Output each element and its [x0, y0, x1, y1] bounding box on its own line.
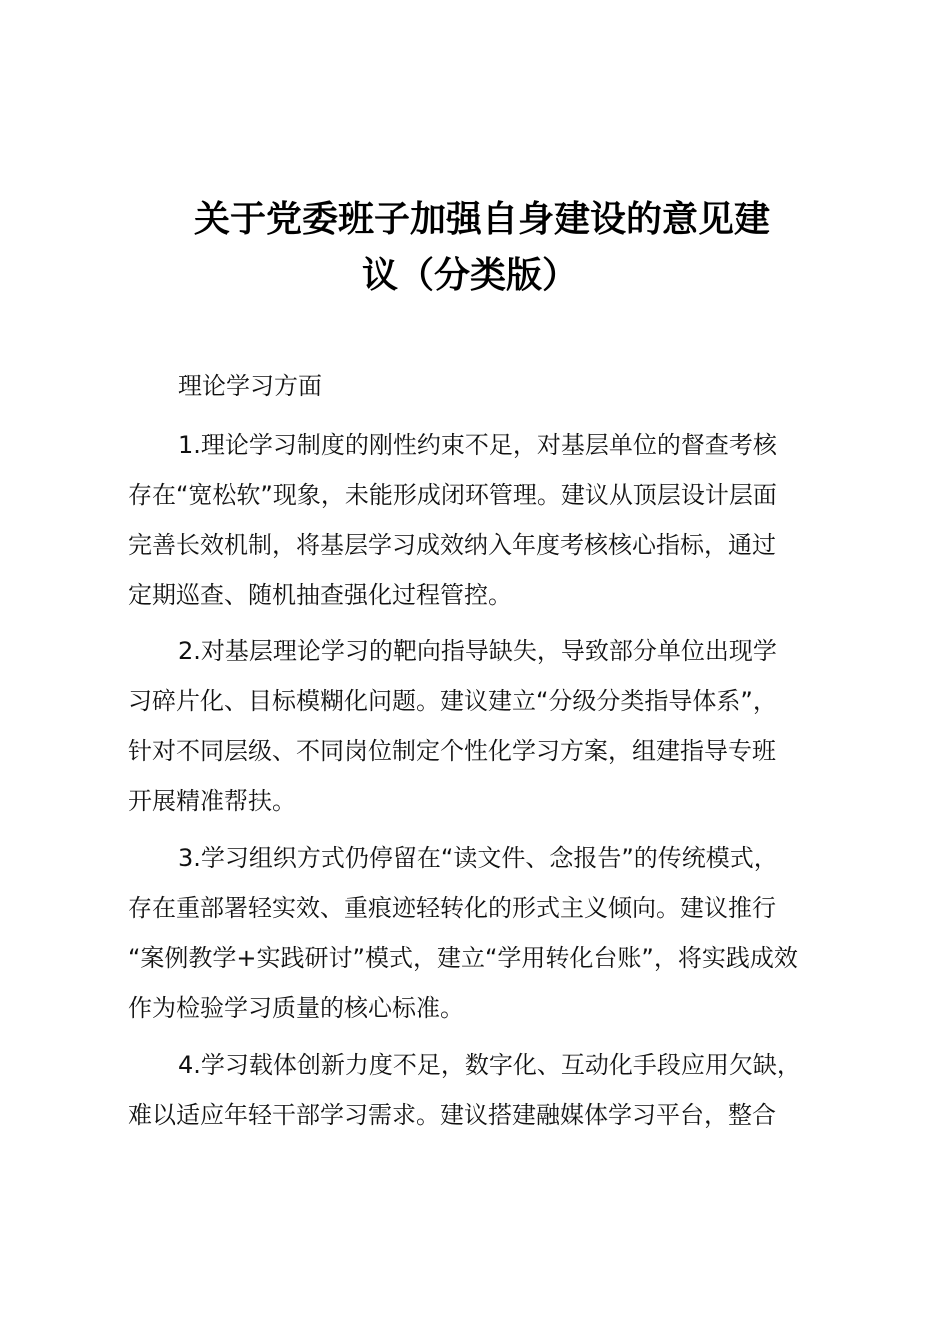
document-title — [150, 192, 850, 304]
paragraph-3 — [128, 833, 828, 1033]
paragraph-line: 2.对基层理论学习的靶向指导缺失，导致部分单位出现学 — [178, 637, 777, 665]
title-line-2: 议（分类版） — [362, 255, 579, 296]
paragraph-line: 存在重部署轻实效、重痕迹轻转化的形式主义倾向。建议推行 — [128, 894, 776, 922]
paragraph-4 — [128, 1040, 828, 1140]
paragraph-line: 3.学习组织方式仍停留在“读文件、念报告”的传统模式， — [178, 844, 778, 872]
paragraph-line: 习碎片化、目标模糊化问题。建议建立“分级分类指导体系”， — [128, 687, 777, 715]
paragraph-line: 4.学习载体创新力度不足，数字化、互动化手段应用欠缺， — [178, 1051, 801, 1079]
paragraph-line: 存在“宽松软”现象，未能形成闭环管理。建议从顶层设计层面 — [128, 481, 777, 509]
paragraph-line: 针对不同层级、不同岗位制定个性化学习方案，组建指导专班 — [128, 737, 776, 765]
paragraph-line: 难以适应年轻干部学习需求。建议搭建融媒体学习平台，整合 — [128, 1101, 776, 1129]
paragraph-line: 作为检验学习质量的核心标准。 — [128, 994, 464, 1022]
paragraph-2 — [128, 626, 828, 826]
paragraph-line: 开展精准帮扶。 — [128, 787, 296, 815]
paragraph-1 — [128, 420, 828, 620]
paragraph-line: “案例教学+实践研讨”模式，建立“学用转化台账”，将实践成效 — [128, 944, 798, 972]
paragraph-line: 完善长效机制，将基层学习成效纳入年度考核核心指标，通过 — [128, 531, 776, 559]
paragraph-line: 1.理论学习制度的刚性约束不足，对基层单位的督查考核 — [178, 431, 777, 459]
paragraph-line: 定期巡查、随机抽查强化过程管控。 — [128, 581, 512, 609]
section-heading: 理论学习方面 — [178, 372, 322, 400]
title-line-1: 关于党委班子加强自身建设的意见建 — [194, 199, 771, 240]
